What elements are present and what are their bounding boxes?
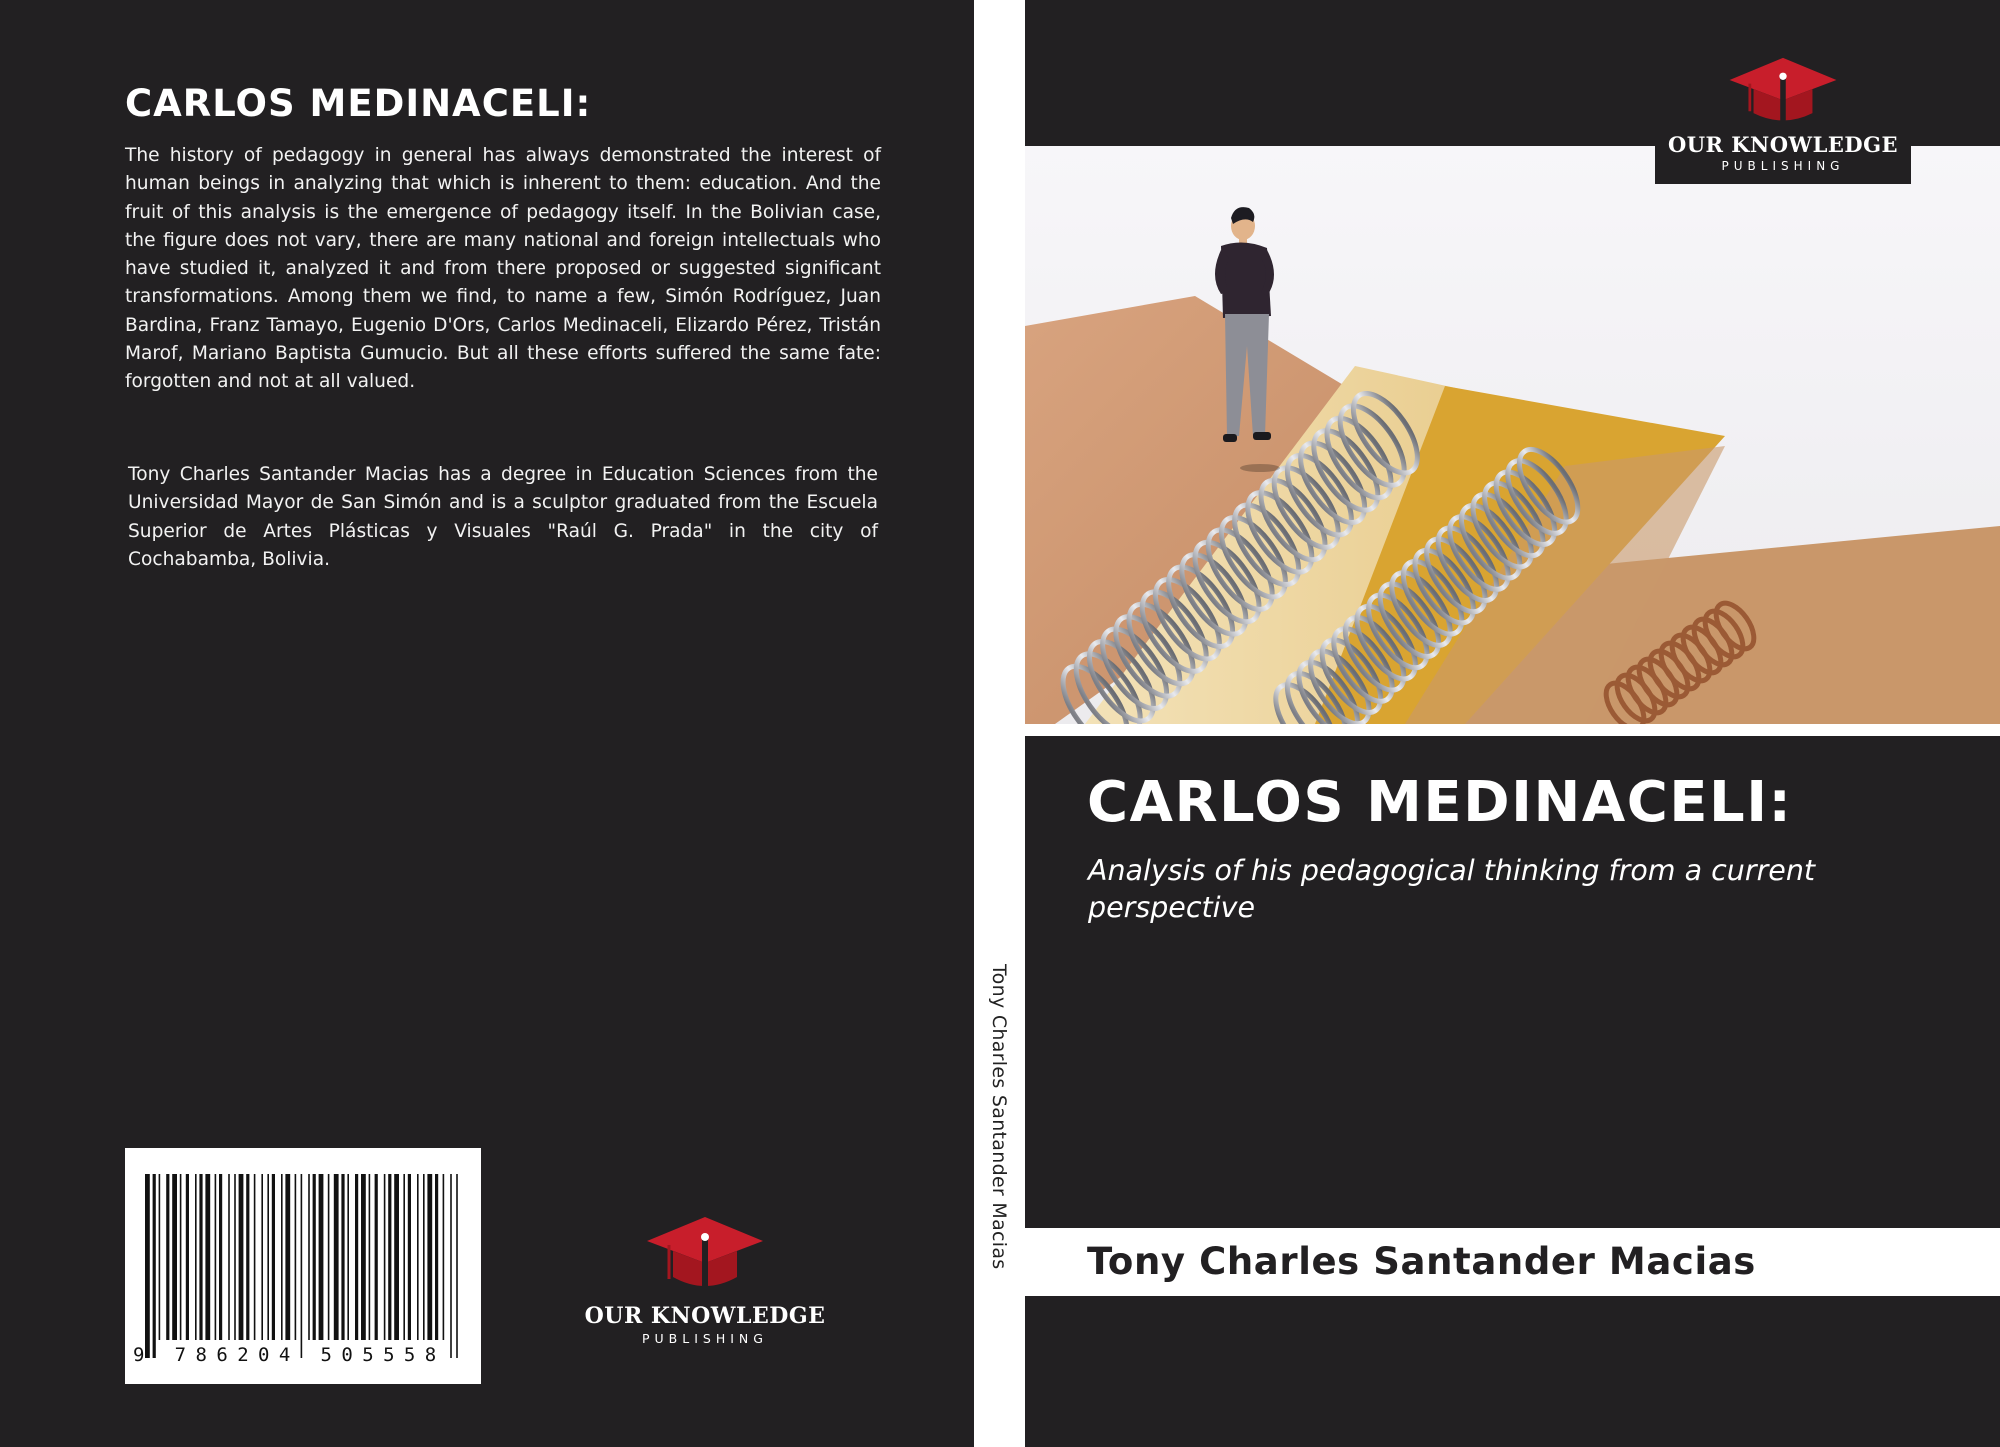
author-bio: Tony Charles Santander Macias has a degree in Education Sciences from the Universidad Mayor de San Simón and is a sculptor graduated from the Escuela Superior de Artes Plásticas y Visuales "Raúl G. Prada" in the city of Cochabamba, Bolivia.	[128, 464, 878, 570]
front-bottom-band	[1025, 1296, 2000, 1447]
back-cover-blurb: The history of pedagogy in general has always demonstrated the interest of human beings in analyzing that which is inherent to them: education. And the fruit of this analysis is the emergence of pedagogy itself. In the Bolivian case, the figure does not vary, there are many national and foreign intellectuals who have studied it, analyzed it and from there proposed or suggested significant transformations. Among them we find, to name a few, Simón Rodríguez, Juan Bardina, Franz Tamayo, Eugenio D'Ors, Carlos Medinaceli, Elizardo Pérez, Tristán Marof, Mariano Baptista Gumucio. But all these efforts suffered the same fate: forgotten and not at all valued.	[125, 145, 881, 393]
spine-author: Tony Charles Santander Macias	[988, 964, 1010, 1270]
publisher-logo-back	[580, 1215, 830, 1346]
front-cover-author: Tony Charles Santander Macias	[1087, 1240, 1756, 1283]
publisher-tagline: PUBLISHING	[1721, 159, 1845, 173]
front-cover-title: CARLOS MEDINACELI:	[1087, 770, 1793, 835]
front-cover-subtitle: Analysis of his pedagogical thinking from a current perspective	[1088, 854, 1816, 924]
graduation-cap-icon	[645, 1215, 765, 1297]
publisher-name: OUR KNOWLEDGE	[1667, 132, 1899, 157]
isbn-digits: 9 786204 505558	[133, 1344, 446, 1366]
publisher-tagline: PUBLISHING	[642, 1331, 768, 1346]
barcode-bars	[145, 1174, 461, 1358]
cover-photo-illustration	[1025, 146, 2000, 724]
cover-photo	[1025, 146, 2000, 724]
isbn-barcode	[125, 1148, 481, 1384]
graduation-cap-icon	[1727, 56, 1839, 126]
spine	[974, 0, 1025, 1447]
publisher-name: OUR KNOWLEDGE	[584, 1303, 826, 1329]
publisher-logo-front	[1655, 56, 1911, 173]
back-cover-title: CARLOS MEDINACELI:	[125, 82, 592, 125]
